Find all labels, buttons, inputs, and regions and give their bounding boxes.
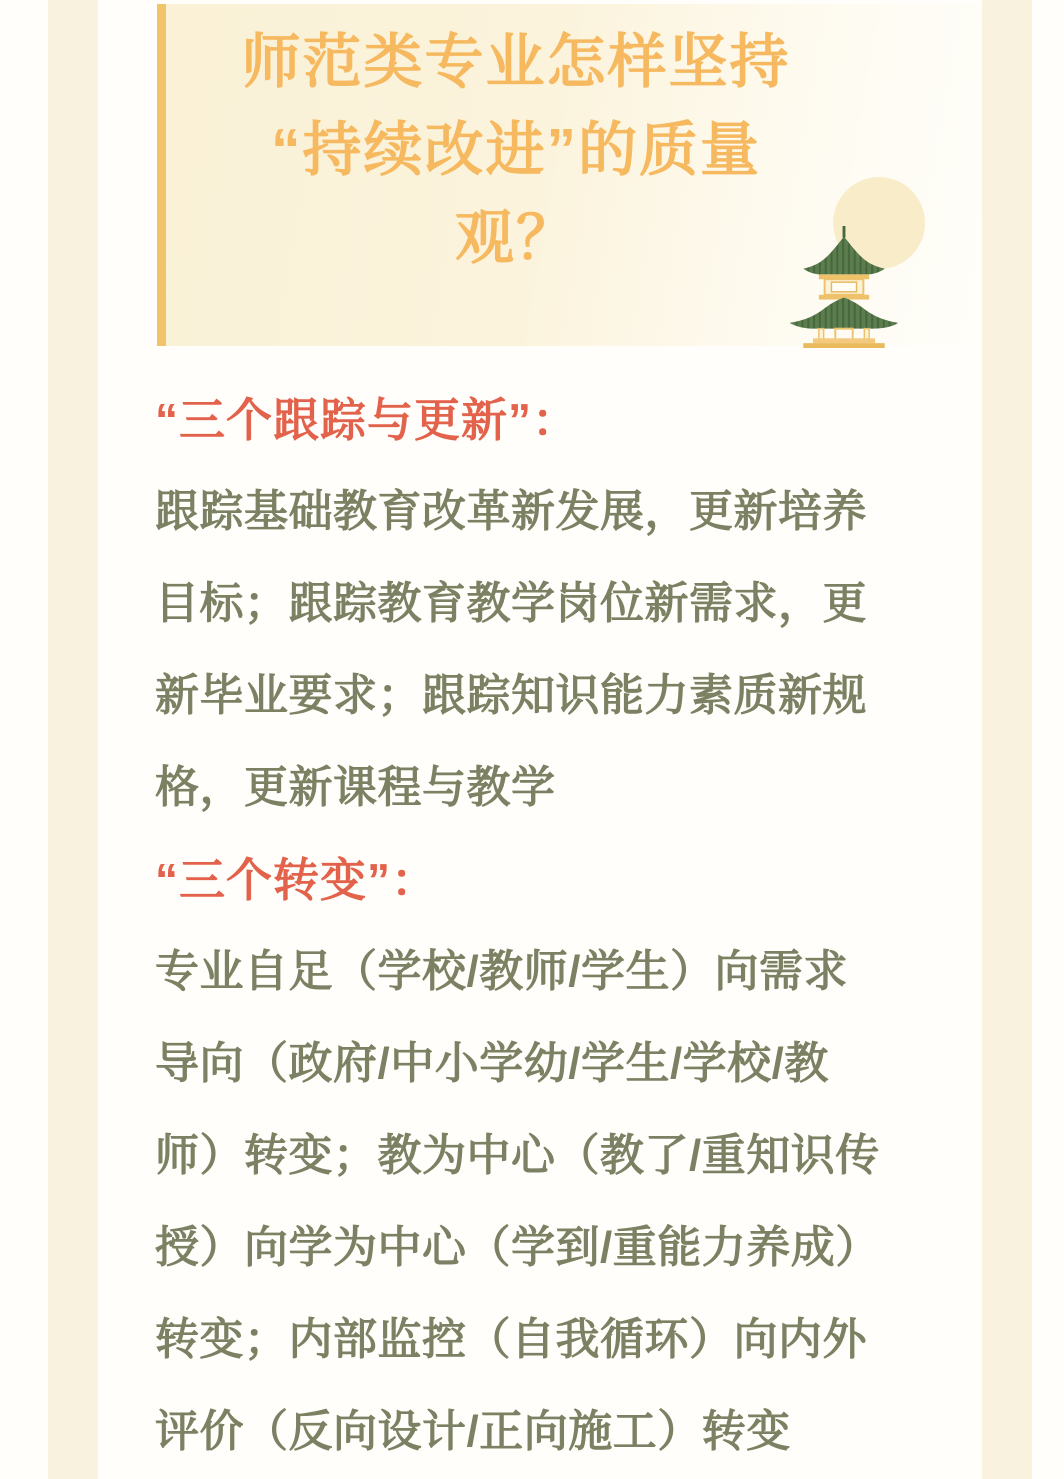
- body-line: 跟踪基础教育改革新发展，更新培养: [155, 487, 867, 536]
- body-line: 授）向学为中心（学到/重能力养成）: [155, 1223, 880, 1272]
- body-line: 专业自足（学校/教师/学生）向需求: [155, 947, 848, 996]
- header-accent-bar: [157, 4, 166, 346]
- title-line-1: 师范类专业怎样坚持: [241, 29, 791, 95]
- background-stripe-left: [48, 0, 98, 1479]
- pagoda-base-lower: [803, 343, 884, 348]
- article-body: [155, 374, 923, 1478]
- title-line-3: 观？: [454, 205, 577, 271]
- background-stripe-right: [982, 0, 1032, 1479]
- body-line: 师）转变；教为中心（教了/重知识传: [155, 1131, 880, 1180]
- body-line: 导向（政府/中小学幼/学生/学校/教: [155, 1039, 829, 1088]
- body-line: 评价（反向设计/正向施工）转变: [155, 1407, 791, 1456]
- body-line: 新毕业要求；跟踪知识能力素质新规: [155, 671, 867, 720]
- section1-heading: “三个跟踪与更新”：: [155, 394, 579, 446]
- page-title: [166, 18, 866, 282]
- header-card: [157, 4, 1007, 346]
- pagoda-lower-roof: [790, 298, 898, 329]
- body-line: 目标；跟踪教育教学岗位新需求，更: [155, 579, 867, 628]
- pagoda-base-upper: [813, 338, 875, 343]
- body-line: 转变；内部监控（自我循环）向内外: [155, 1315, 867, 1364]
- section2-heading: “三个转变”：: [155, 854, 438, 906]
- title-line-2: “持续改进”的质量: [270, 117, 761, 183]
- pagoda-window: [831, 282, 856, 292]
- body-line: 格，更新课程与教学: [155, 763, 556, 812]
